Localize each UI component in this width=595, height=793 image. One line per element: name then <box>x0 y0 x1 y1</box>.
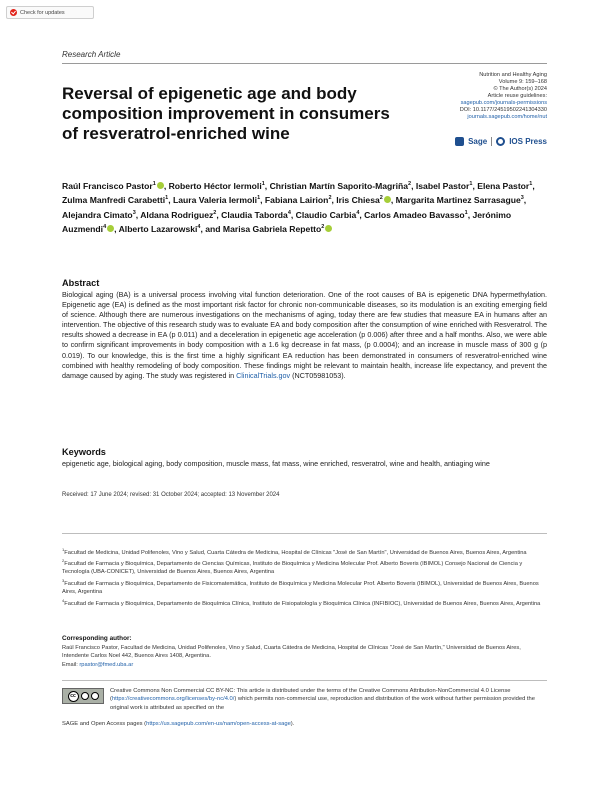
affiliation-number: 1 <box>62 547 65 552</box>
author-separator: , <box>523 195 527 206</box>
author-name: Fabiana Lairion <box>264 195 329 206</box>
sage-logo-text: Sage <box>468 137 488 146</box>
license-divider <box>62 680 547 681</box>
author-name: Claudia Taborda <box>221 209 288 220</box>
license-text-4: ). <box>290 721 295 727</box>
check-for-updates-badge[interactable] <box>6 6 94 19</box>
author-separator: , <box>290 209 296 220</box>
logo-separator <box>491 137 492 146</box>
author-affiliation-sup: 4 <box>356 209 360 216</box>
author-affiliation-sup: 4 <box>103 224 107 231</box>
affiliation-text: Facultad de Farmacia y Bioquímica, Departamento de Fisicomatemática, Instituto de Bioquímica y Medicina Molecular Prof. Alberto Boveris (IBIMOL), Universidad de Buenos Aires, Buenos Aires, Argentina <box>62 580 539 596</box>
author-name: Elena Pastor <box>477 180 530 191</box>
author-name: Alberto Lazarowski <box>118 224 198 235</box>
journal-meta <box>397 72 547 121</box>
abstract-text <box>62 290 547 381</box>
author-separator: , <box>216 209 222 220</box>
article-type: Research Article <box>62 50 121 59</box>
author-name: Alejandra Cimato <box>62 209 133 220</box>
affiliation-number: 3 <box>62 577 65 583</box>
abstract-heading: Abstract <box>62 278 100 288</box>
author-separator: , <box>467 209 473 220</box>
author-affiliation-sup: 3 <box>520 195 524 202</box>
check-for-updates-label: Check for updates <box>20 9 65 16</box>
license-text-2: ) which permits non-commercial use, reproduction and distribution of the work without further permission provided the original work is attributed as specified on the <box>110 696 535 711</box>
author-name: Isabel Pastor <box>415 180 470 191</box>
affiliation-item <box>62 577 547 596</box>
author-separator: , <box>114 224 119 235</box>
ios-press-logo-icon <box>496 137 505 146</box>
corresponding-heading: Corresponding author: <box>62 635 132 642</box>
author-name: Zulma Manfredi Carabetti <box>62 195 166 206</box>
author-affiliation-sup: 1 <box>469 181 473 187</box>
author-separator: , <box>260 195 265 206</box>
author-name: Laura Valeria Iermoli <box>173 195 258 206</box>
author-name: Aldana Rodriguez <box>140 209 214 220</box>
author-separator: , and <box>200 224 223 235</box>
author-name: Claudio Carbia <box>295 209 357 220</box>
author-affiliation-sup: 1 <box>165 195 169 202</box>
keywords-text: epigenetic age, biological aging, body composition, muscle mass, fat mass, wine enriched, resveratrol, wine and health, antiaging wine <box>62 459 490 468</box>
keywords-heading: Keywords <box>62 447 106 457</box>
corresponding-email-line <box>62 661 547 669</box>
corresponding-text <box>62 644 547 669</box>
author-list <box>62 178 547 236</box>
journal-volume: Volume 9: 159–168 <box>498 79 547 85</box>
corresponding-address: Raúl Francisco Pastor, Facultad de Medicina, Unidad Polifenoles, Vino y Salud, Cuarta Cátedra de Medicina, Hospital de Clínicas "José de San Martín," Universidad de Buenos Aires, Intendente Carlos Noel 442, Buenos Aires 1408, Argentina. <box>62 645 521 660</box>
cc-by-nc-badge <box>62 688 104 704</box>
reuse-link[interactable]: sagepub.com/journals-permissions <box>460 100 547 106</box>
affiliation-item <box>62 557 547 576</box>
author-separator: , <box>359 209 365 220</box>
ios-press-logo-text: IOS Press <box>509 137 547 146</box>
affiliations-divider <box>62 533 547 534</box>
author-affiliation-sup: 1 <box>261 181 265 187</box>
orcid-icon[interactable] <box>157 182 164 189</box>
email-link[interactable]: rpastor@fmed.uba.ar <box>79 661 134 668</box>
author-separator: , <box>163 180 169 191</box>
author-name: Christian Martín Saporito-Magriña <box>269 180 409 191</box>
author-separator: , <box>331 195 337 206</box>
author-affiliation-sup: 2 <box>328 195 332 202</box>
author-affiliation-sup: 3 <box>132 209 136 216</box>
open-access-link[interactable]: https://us.sagepub.com/en-us/nam/open-access-at-sage <box>146 721 291 727</box>
copyright: © The Author(s) 2024 <box>493 86 547 92</box>
abstract-body: Biological aging (BA) is a universal process involving vital function deterioration. One of the root causes of BA is epigenetic DNA hypermethylation. Epigenetic age (EA) is defined as the most important risk factor for chronic non-communicable diseases, so its modulation is an exciting emerging field of science. Although there are numerous investigations on the mechanisms of aging, today there are few studies that measure EA in humans after an intervention. The objective of this research study was to evaluate EA and body composition after the consumption of wine enriched with Resveratrol. The results showed a decrease in EA (p 0.011) and a deceleration in epigenetic age acceleration (p 0.006) after three and a half months. Also, we were able to confirm significant improvements in body composition with a 1.6 kg decrease in fat mass, (p 0.0004); and an increase in muscle mass of 300 g (p 0.019). To our knowledge, this is the first time a highly significant EA reduction has been demonstrated in consumers of resveratrol-enriched wine combined with healthy remodeling of body composition. These findings might be relevant to maintain health, increase life expectancy, and prevent the damage caused by aging. The study was registered in <box>62 290 547 380</box>
author-separator: , <box>411 180 416 191</box>
abstract-tail: (NCT05981053). <box>290 370 346 380</box>
doi: DOI: 10.1177/24519502241304330 <box>459 107 547 113</box>
by-icon <box>81 692 89 700</box>
author-separator: , <box>168 195 173 206</box>
journal-home-link[interactable]: journals.sagepub.com/home/nut <box>467 114 547 120</box>
author-separator: , <box>532 180 535 191</box>
author-affiliation-sup: 2 <box>408 181 412 187</box>
author-affiliation-sup: 1 <box>152 181 156 187</box>
cc-icon: cc <box>68 691 79 702</box>
license-text-3: SAGE and Open Access pages ( <box>62 721 147 727</box>
author-separator: , <box>264 180 270 191</box>
author-name: Carlos Amadeo Bavasso <box>364 209 465 220</box>
license-text-continued <box>62 720 547 728</box>
reuse-label: Article reuse guidelines: <box>487 93 547 99</box>
affiliation-item <box>62 597 547 608</box>
author-affiliation-sup: 2 <box>379 195 383 202</box>
affiliation-text: Facultad de Farmacia y Bioquímica, Departamento de Ciencias Químicas, Instituto de Bioquímica y Medicina Molecular Prof. Alberto Boveris (IBIMOL) Consejo Nacional de Ciencia y Tecnología (UBA-CONICET), Universidad de Buenos Aires, Buenos Aires, Argentina <box>62 561 523 576</box>
author-affiliation-sup: 4 <box>197 224 201 231</box>
author-affiliation-sup: 2 <box>321 224 325 231</box>
author-separator: , <box>472 180 478 191</box>
author-affiliation-sup: 4 <box>287 209 291 216</box>
affiliation-text: Facultad de Medicina, Unidad Polifenoles, Vino y Salud, Cuarta Cátedra de Medicina, Hospital de Clínicas "José de San Martín", Universidad de Buenos Aires, Buenos Aires, Argentina <box>64 549 527 556</box>
article-dates: Received: 17 June 2024; revised: 31 October 2024; accepted: 13 November 2024 <box>62 492 280 498</box>
author-affiliation-sup: 1 <box>464 209 468 216</box>
author-name: Margarita Martinez Sarrasague <box>395 195 521 206</box>
nc-icon <box>91 692 99 700</box>
author-name: Jerónimo Auzmendi <box>62 209 512 235</box>
author-name: Iris Chiesa <box>336 195 380 206</box>
orcid-icon[interactable] <box>384 196 391 203</box>
journal-name: Nutrition and Healthy Aging <box>479 72 547 78</box>
check-icon <box>10 9 17 16</box>
author-name: Roberto Héctor Iermoli <box>168 180 262 191</box>
sage-logo-icon <box>455 137 464 146</box>
affiliations <box>62 546 547 608</box>
clinicaltrials-link[interactable]: ClinicalTrials.gov <box>236 370 291 380</box>
header-divider <box>62 63 547 64</box>
author-affiliation-sup: 1 <box>529 181 533 187</box>
affiliation-number: 2 <box>62 558 65 564</box>
article-title: Reversal of epigenetic age and body composition improvement in consumers of resveratrol-enriched wine <box>62 84 390 143</box>
affiliation-item <box>62 546 547 557</box>
license-text <box>110 687 547 712</box>
affiliation-number: 4 <box>62 597 65 603</box>
email-label: Email: <box>62 661 80 668</box>
author-name: Raúl Francisco Pastor <box>62 180 153 191</box>
author-affiliation-sup: 2 <box>213 209 217 216</box>
author-name: Marisa Gabriela Repetto <box>222 224 322 235</box>
license-link[interactable]: https://creativecommons.org/licenses/by-nc/4.0/ <box>111 696 235 703</box>
author-separator: , <box>135 209 141 220</box>
affiliation-text: Facultad de Farmacia y Bioquímica, Departamento de Bioquímica Clínica, Instituto de Fisiopatología y Bioquímica Clínica (INFIBIOC), Universidad de Buenos Aires, Buenos Aires, Argentina <box>64 600 541 607</box>
author-separator: , <box>390 195 396 206</box>
publisher-logos <box>455 137 547 146</box>
license-text-1: Creative Commons Non Commercial CC BY-NC: This article is distributed under the terms of the Creative Commons Attribution-NonCommercial 4.0 License ( <box>110 688 511 703</box>
author-affiliation-sup: 1 <box>257 195 261 202</box>
orcid-icon[interactable] <box>325 225 332 232</box>
